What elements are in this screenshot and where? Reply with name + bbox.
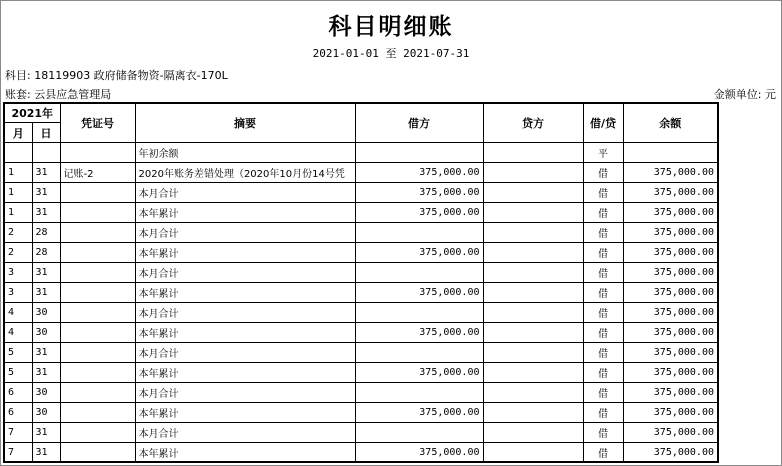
cell-voucher [60, 443, 135, 463]
cell-summary: 本年累计 [135, 203, 355, 223]
cell-month: 6 [4, 403, 32, 423]
cell-debit: 375,000.00 [355, 443, 483, 463]
cell-balance: 375,000.00 [623, 283, 718, 303]
cell-balance: 375,000.00 [623, 183, 718, 203]
cell-debit: 375,000.00 [355, 183, 483, 203]
cell-voucher [60, 323, 135, 343]
cell-balance: 375,000.00 [623, 403, 718, 423]
ledger-table [3, 102, 719, 463]
cell-direction: 借 [583, 383, 623, 403]
report-title: 科目明细账 [328, 14, 454, 40]
cell-debit: 375,000.00 [355, 203, 483, 223]
cell-direction: 借 [583, 243, 623, 263]
cell-day: 28 [32, 243, 60, 263]
cell-day: 31 [32, 363, 60, 383]
ledger-body [4, 143, 718, 463]
cell-day [32, 143, 60, 163]
cell-debit: 375,000.00 [355, 363, 483, 383]
cell-month: 4 [4, 323, 32, 343]
cell-summary: 本月合计 [135, 223, 355, 243]
cell-summary: 本月合计 [135, 343, 355, 363]
cell-direction: 借 [583, 203, 623, 223]
cell-month: 7 [4, 443, 32, 463]
cell-debit: 375,000.00 [355, 243, 483, 263]
cell-summary: 本年累计 [135, 243, 355, 263]
cell-voucher [60, 403, 135, 423]
cell-month: 7 [4, 423, 32, 443]
cell-voucher [60, 343, 135, 363]
cell-voucher [60, 183, 135, 203]
cell-credit [483, 163, 583, 183]
cell-balance: 375,000.00 [623, 343, 718, 363]
cell-credit [483, 383, 583, 403]
cell-summary: 本年累计 [135, 403, 355, 423]
cell-credit [483, 303, 583, 323]
cell-voucher: 记账-2 [60, 163, 135, 183]
cell-summary: 本月合计 [135, 303, 355, 323]
cell-voucher [60, 423, 135, 443]
cell-debit [355, 383, 483, 403]
table-row [4, 363, 718, 383]
cell-summary: 本月合计 [135, 263, 355, 283]
table-row [4, 223, 718, 243]
cell-direction: 借 [583, 223, 623, 243]
cell-credit [483, 143, 583, 163]
cell-summary: 本年累计 [135, 443, 355, 463]
cell-summary: 年初余额 [135, 143, 355, 163]
cell-balance: 375,000.00 [623, 363, 718, 383]
cell-balance: 375,000.00 [623, 243, 718, 263]
table-row [4, 143, 718, 163]
cell-direction: 借 [583, 403, 623, 423]
cell-debit [355, 343, 483, 363]
cell-summary: 2020年账务差错处理（2020年10月份14号凭 [135, 163, 355, 183]
cell-day: 30 [32, 403, 60, 423]
cell-credit [483, 423, 583, 443]
cell-balance: 375,000.00 [623, 203, 718, 223]
cell-voucher [60, 223, 135, 243]
cell-summary: 本年累计 [135, 323, 355, 343]
cell-month: 2 [4, 223, 32, 243]
cell-debit: 375,000.00 [355, 163, 483, 183]
table-row [4, 343, 718, 363]
subject-label: 科目: 18119903 政府储备物资-隔离衣-170L [5, 69, 228, 82]
cell-credit [483, 363, 583, 383]
cell-day: 31 [32, 163, 60, 183]
cell-day: 31 [32, 203, 60, 223]
cell-direction: 借 [583, 283, 623, 303]
cell-direction: 借 [583, 423, 623, 443]
cell-month: 5 [4, 343, 32, 363]
cell-month: 3 [4, 263, 32, 283]
table-row [4, 323, 718, 343]
cell-balance: 375,000.00 [623, 443, 718, 463]
cell-credit [483, 283, 583, 303]
cell-voucher [60, 303, 135, 323]
currency-unit-label: 金额单位: 元 [713, 88, 776, 101]
cell-credit [483, 443, 583, 463]
cell-day: 28 [32, 223, 60, 243]
cell-month: 1 [4, 163, 32, 183]
cell-debit [355, 223, 483, 243]
cell-day: 31 [32, 423, 60, 443]
cell-credit [483, 263, 583, 283]
cell-balance: 375,000.00 [623, 383, 718, 403]
cell-debit [355, 303, 483, 323]
cell-direction: 借 [583, 183, 623, 203]
cell-voucher [60, 383, 135, 403]
cell-day: 30 [32, 383, 60, 403]
cell-summary: 本月合计 [135, 383, 355, 403]
table-row [4, 283, 718, 303]
header-direction: 借/贷 [583, 103, 623, 143]
cell-summary: 本年累计 [135, 283, 355, 303]
cell-direction: 借 [583, 303, 623, 323]
cell-direction: 平 [583, 143, 623, 163]
cell-day: 31 [32, 183, 60, 203]
cell-month: 2 [4, 243, 32, 263]
cell-voucher [60, 363, 135, 383]
cell-credit [483, 203, 583, 223]
header-month: 月 [4, 123, 32, 143]
cell-voucher [60, 143, 135, 163]
cell-direction: 借 [583, 323, 623, 343]
cell-day: 31 [32, 343, 60, 363]
cell-voucher [60, 263, 135, 283]
cell-month: 1 [4, 183, 32, 203]
header-summary: 摘要 [135, 103, 355, 143]
cell-balance: 375,000.00 [623, 423, 718, 443]
cell-voucher [60, 243, 135, 263]
cell-balance: 375,000.00 [623, 163, 718, 183]
cell-balance: 375,000.00 [623, 303, 718, 323]
cell-summary: 本年累计 [135, 363, 355, 383]
cell-debit [355, 423, 483, 443]
cell-voucher [60, 203, 135, 223]
table-row [4, 443, 718, 463]
cell-direction: 借 [583, 163, 623, 183]
table-row [4, 163, 718, 183]
cell-month: 5 [4, 363, 32, 383]
header-voucher: 凭证号 [60, 103, 135, 143]
table-row [4, 403, 718, 423]
table-row [4, 263, 718, 283]
cell-direction: 借 [583, 343, 623, 363]
cell-credit [483, 403, 583, 423]
cell-direction: 借 [583, 443, 623, 463]
cell-balance [623, 143, 718, 163]
cell-debit [355, 263, 483, 283]
cell-day: 31 [32, 443, 60, 463]
cell-debit: 375,000.00 [355, 323, 483, 343]
cell-balance: 375,000.00 [623, 323, 718, 343]
cell-direction: 借 [583, 363, 623, 383]
cell-month: 4 [4, 303, 32, 323]
cell-credit [483, 243, 583, 263]
cell-day: 30 [32, 323, 60, 343]
report-period: 2021-01-01 至 2021-07-31 [312, 47, 470, 60]
cell-credit [483, 343, 583, 363]
cell-credit [483, 183, 583, 203]
cell-debit: 375,000.00 [355, 283, 483, 303]
header-debit: 借方 [355, 103, 483, 143]
cell-direction: 借 [583, 263, 623, 283]
cell-credit [483, 323, 583, 343]
header-day: 日 [32, 123, 60, 143]
cell-month [4, 143, 32, 163]
table-row [4, 383, 718, 403]
table-row [4, 183, 718, 203]
table-row [4, 203, 718, 223]
cell-day: 31 [32, 283, 60, 303]
table-row [4, 423, 718, 443]
header-balance: 余额 [623, 103, 718, 143]
cell-debit: 375,000.00 [355, 403, 483, 423]
header-credit: 贷方 [483, 103, 583, 143]
table-row [4, 243, 718, 263]
cell-month: 3 [4, 283, 32, 303]
cell-day: 31 [32, 263, 60, 283]
cell-balance: 375,000.00 [623, 263, 718, 283]
header-year: 2021年 [4, 103, 60, 123]
cell-day: 30 [32, 303, 60, 323]
cell-summary: 本月合计 [135, 423, 355, 443]
table-row [4, 303, 718, 323]
cell-debit [355, 143, 483, 163]
cell-month: 1 [4, 203, 32, 223]
cell-balance: 375,000.00 [623, 223, 718, 243]
cell-voucher [60, 283, 135, 303]
cell-credit [483, 223, 583, 243]
ledger-label: 账套: 云县应急管理局 [5, 88, 112, 101]
cell-month: 6 [4, 383, 32, 403]
cell-summary: 本月合计 [135, 183, 355, 203]
